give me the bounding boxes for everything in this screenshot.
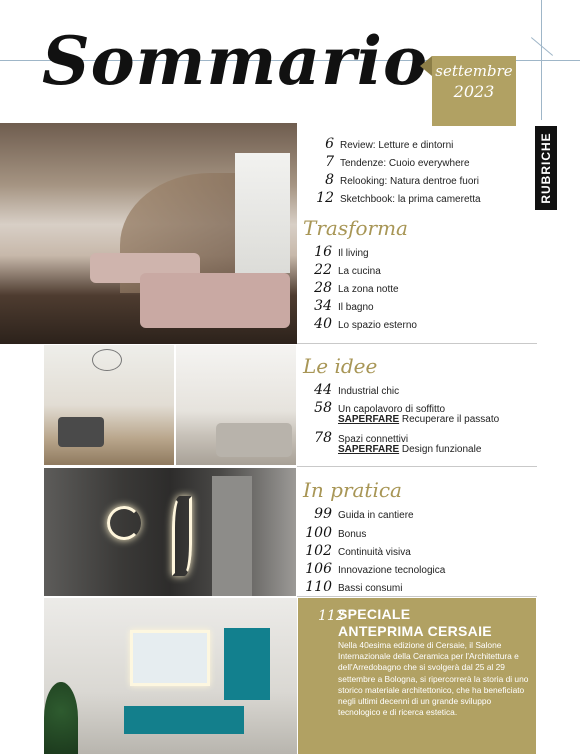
toc-entry[interactable] — [300, 561, 445, 577]
toc-page: 28 — [314, 280, 332, 296]
toc-title: Tendenze: Cuoio everywhere — [340, 158, 470, 169]
badge-fold — [420, 56, 432, 76]
issue-year: 2023 — [453, 82, 495, 101]
toc-title: Il living — [338, 248, 369, 259]
toc-sub-label: SAPERFARE — [338, 414, 400, 425]
toc-page: 99 — [314, 506, 332, 522]
toc-sub-text: Recuperare il passato — [399, 414, 500, 425]
toc-page: 8 — [325, 172, 334, 188]
toc-page: 6 — [325, 136, 334, 152]
speciale-feature-box[interactable] — [298, 598, 536, 754]
toc-subline — [338, 444, 481, 455]
toc-page: 7 — [325, 154, 334, 170]
toc-sub-text: Design funzionale — [399, 444, 482, 455]
issue-month: settembre — [435, 62, 513, 80]
toc-sub-label: SAPERFARE — [338, 444, 400, 455]
page-title: Sommario — [42, 22, 428, 100]
teal-cabinet — [224, 628, 270, 700]
issue-date-badge — [432, 56, 516, 126]
section-divider — [297, 466, 537, 467]
toc-entry[interactable] — [300, 298, 374, 314]
section-divider — [297, 343, 537, 344]
toc-entry[interactable] — [300, 506, 414, 522]
corner-mark — [531, 37, 553, 56]
toc-title: La cucina — [338, 266, 381, 277]
toc-entry[interactable] — [300, 172, 479, 188]
toc-entry[interactable] — [300, 244, 369, 260]
open-space-photo — [176, 345, 296, 465]
toc-entry[interactable] — [300, 190, 481, 206]
bathroom-photo — [44, 598, 297, 754]
section-heading-trasforma: Trasforma — [303, 216, 408, 240]
backlit-mirror — [130, 630, 210, 686]
toc-title: La zona notte — [338, 284, 399, 295]
toc-page: 40 — [314, 316, 332, 332]
toc-title: Bassi consumi — [338, 583, 403, 594]
toc-page: 100 — [305, 525, 332, 541]
toc-title: Sketchbook: la prima cameretta — [340, 194, 481, 205]
led-ring-light — [107, 506, 141, 540]
toc-entry[interactable] — [300, 136, 453, 152]
industrial-living-photo — [44, 345, 174, 465]
toc-subline — [338, 414, 499, 425]
toc-page: 110 — [305, 579, 332, 595]
speciale-page: 112 — [318, 608, 345, 624]
toc-page: 12 — [316, 190, 334, 206]
pink-sofa — [140, 273, 290, 328]
section-heading-le-idee: Le idee — [303, 354, 378, 378]
toc-title: Lo spazio esterno — [338, 320, 417, 331]
toc-title: Il bagno — [338, 302, 374, 313]
speciale-title-line1: SPECIALE — [338, 606, 411, 622]
section-heading-in-pratica: In pratica — [303, 478, 402, 502]
section-divider — [297, 596, 537, 597]
toc-entry[interactable] — [300, 280, 399, 296]
sliding-doors-photo — [44, 468, 296, 596]
chandelier — [92, 349, 122, 371]
toc-title: Continuità visiva — [338, 547, 411, 558]
toc-entry[interactable] — [300, 316, 417, 332]
speciale-title-line2: ANTEPRIMA CERSAIE — [338, 623, 492, 639]
window-curtain — [235, 153, 290, 273]
toc-title: Un capolavoro di soffitto — [338, 404, 446, 415]
toc-entry[interactable] — [300, 525, 366, 541]
dark-sofa — [58, 417, 104, 447]
toc-page: 34 — [314, 298, 332, 314]
toc-page: 106 — [305, 561, 332, 577]
section-tab-label: RUBRICHE — [539, 132, 553, 204]
toc-entry[interactable] — [300, 262, 381, 278]
teal-vanity — [124, 706, 244, 734]
toc-title: Industrial chic — [338, 386, 400, 397]
toc-title: Guida in cantiere — [338, 510, 414, 521]
plant — [44, 682, 78, 754]
toc-page: 16 — [314, 244, 332, 260]
toc-title: Spazi connettivi — [338, 434, 409, 445]
toc-page: 22 — [314, 262, 332, 278]
toc-page: 58 — [314, 400, 332, 416]
toc-entry[interactable] — [300, 579, 402, 595]
vertical-guide-line — [541, 0, 542, 120]
living-room-photo — [0, 123, 297, 344]
toc-page: 44 — [314, 382, 332, 398]
toc-title: Relooking: Natura dentroe fuori — [340, 176, 479, 187]
toc-page: 102 — [305, 543, 332, 559]
toc-title: Innovazione tecnologica — [338, 565, 446, 576]
toc-title: Review: Letture e dintorni — [340, 140, 454, 151]
section-tab-rubriche — [535, 126, 557, 210]
grey-sofa — [216, 423, 292, 457]
led-wave-light — [172, 496, 192, 576]
toc-entry[interactable] — [300, 543, 411, 559]
speciale-body-text: Nella 40esima edizione di Cersaie, il Salone Internazionale della Ceramica per l'Architettura e dell'Arredobagno che si svolgerà dal 25 al 29 settembre a Bologna, si ripercorrerà la storia di uno storico materiale architettonico, che ha beneficiato negli ultimi decenni di un grande sviluppo tecnologico e di ricerca estetica. — [338, 640, 529, 718]
toc-entry[interactable] — [300, 154, 470, 170]
toc-page: 78 — [314, 430, 332, 446]
toc-entry[interactable] — [300, 382, 399, 398]
door-panel — [212, 476, 252, 596]
left-margin — [0, 345, 44, 754]
toc-title: Bonus — [338, 529, 367, 540]
